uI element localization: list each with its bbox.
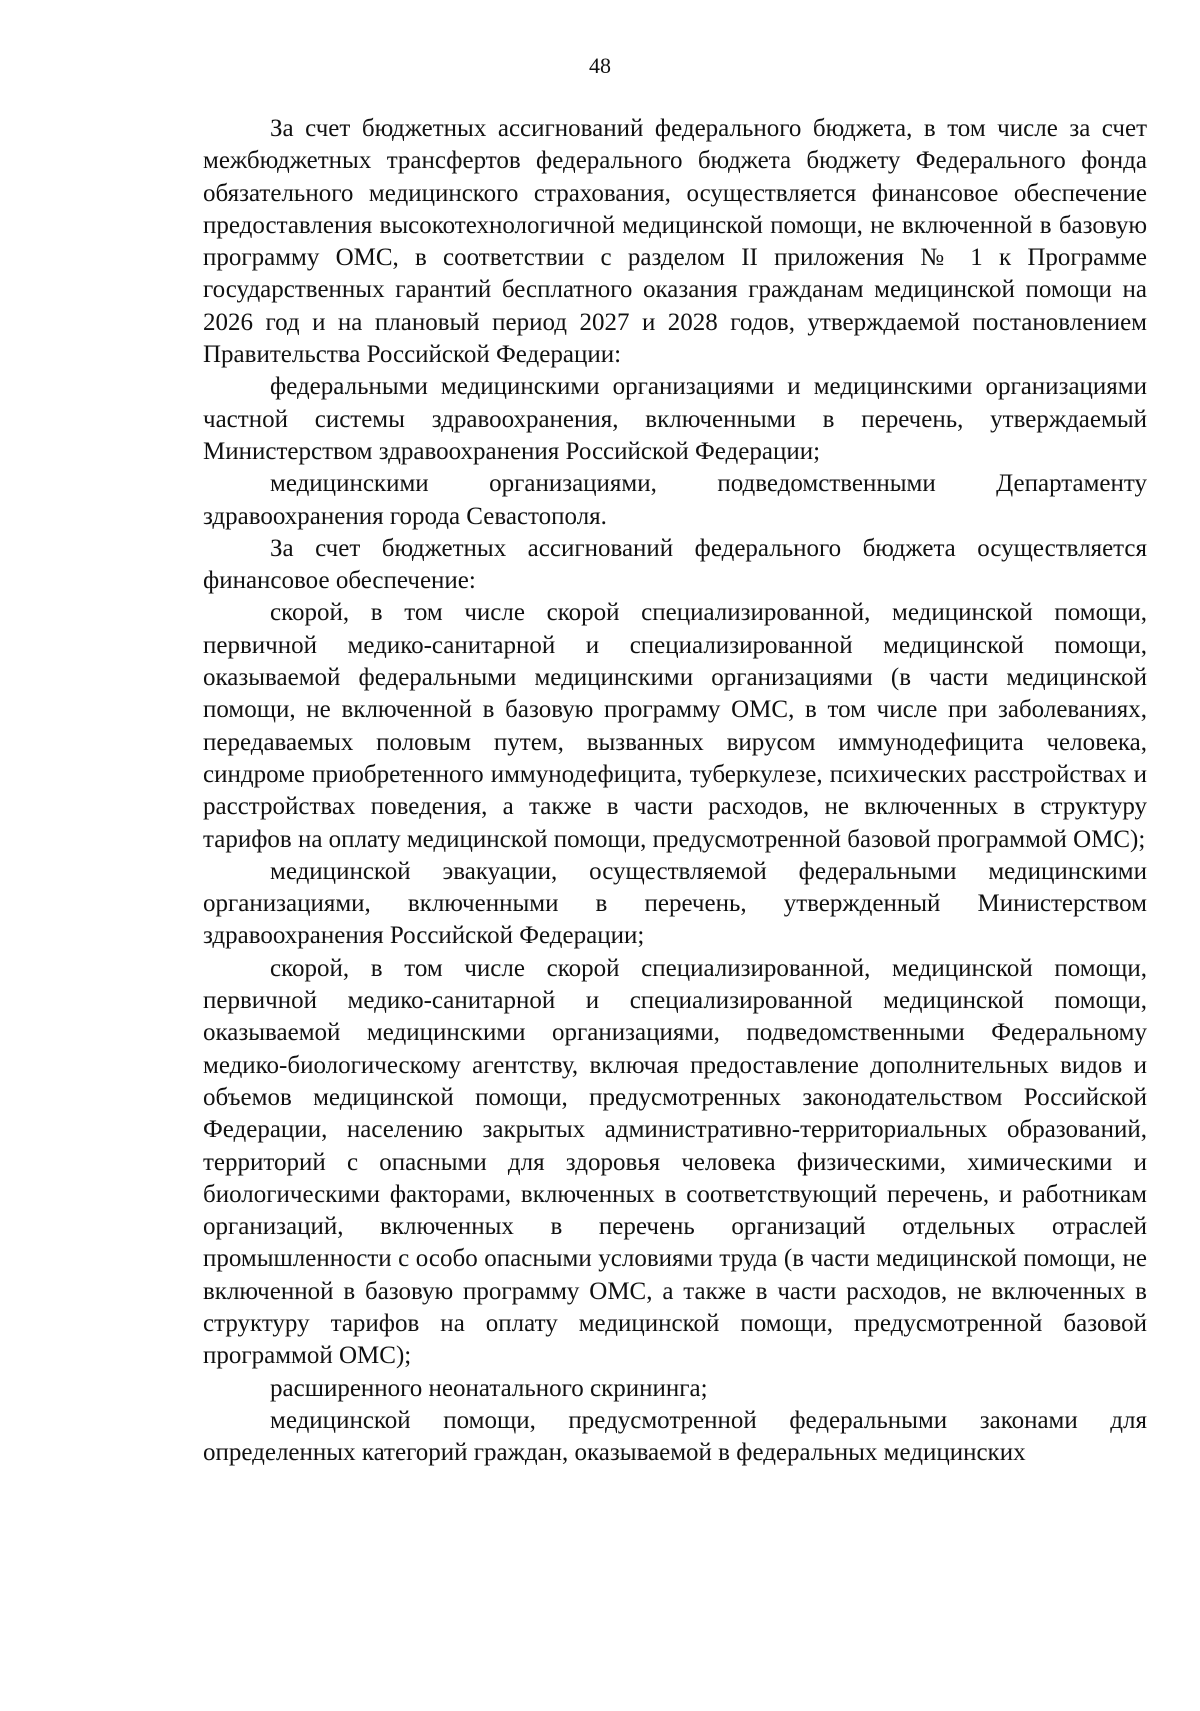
paragraph-fmba-care: скорой, в том числе скорой специализированной, медицинской помощи, первичной медико-санитарной и специализированной медицинской помощи, оказываемой медицинскими организациями, подведомственными Федеральному медико-биологическому агентству, включая предоставление дополнительных видов и объемов медицинской помощи, предусмотренных законодательством Российской Федерации, населению закрытых административно-территориальных образований, территорий с опасными для здоровья человека физическими, химическими и биологическими факторами, включенных в соответствующий перечень, и работникам организаций, включенных в перечень организаций отдельных отраслей промышленности с особо опасными условиями труда (в части медицинской помощи, не включенной в базовую программу ОМС, а также в части расходов, не включенных в структуру тарифов на оплату медицинской помощи, предусмотренной базовой программой ОМС);: [203, 954, 1147, 1370]
document-body: [203, 113, 1147, 1469]
paragraph-medical-evacuation: медицинской эвакуации, осуществляемой федеральными медицинскими организациями, включенными в перечень, утвержденный Министерством здравоохранения Российской Федерации;: [203, 857, 1147, 950]
paragraph-sevastopol-organizations: медицинскими организациями, подведомственными Департаменту здравоохранения города Севастополя.: [203, 470, 1147, 530]
paragraph-federal-organizations: федеральными медицинскими организациями и медицинскими организациями частной системы здравоохранения, включенными в перечень, утверждаемый Министерством здравоохранения Российской Федерации;: [203, 373, 1147, 465]
paragraph-federal-laws-care: медицинской помощи, предусмотренной федеральными законами для определенных категорий граждан, оказываемой в федеральных медицинских: [203, 1406, 1147, 1467]
paragraph-financing-intro: За счет бюджетных ассигнований федерального бюджета осуществляется финансовое обеспечение:: [203, 534, 1147, 595]
paragraph-budget-allocations-hightech: За счет бюджетных ассигнований федерального бюджета, в том числе за счет межбюджетных трансфертов федерального бюджета бюджету Федерального фонда обязательного медицинского страхования, осуществляется финансовое обеспечение предоставления высокотехнологичной медицинской помощи, не включенной в базовую программу ОМС, в соответствии с разделом II приложения № 1 к Программе государственных гарантий бесплатного оказания гражданам медицинской помощи на 2026 год и на плановый период 2027 и 2028 годов, утверждаемой постановлением Правительства Российской Федерации:: [203, 115, 1147, 369]
page-number: 48: [589, 53, 611, 78]
paragraph-emergency-federal: скорой, в том числе скорой специализированной, медицинской помощи, первичной медико-санитарной и специализированной медицинской помощи, оказываемой федеральными медицинскими организациями (в части медицинской помощи, не включенной в базовую программу ОМС, в том числе при заболеваниях, передаваемых половым путем, вызванных вирусом иммунодефицита человека, синдроме приобретенного иммунодефицита, туберкулезе, психических расстройствах и расстройствах поведения, а также в части расходов, не включенных в структуру тарифов на оплату медицинской помощи, предусмотренной базовой программой ОМС);: [203, 599, 1147, 853]
paragraph-neonatal-screening: расширенного неонатального скрининга;: [270, 1374, 708, 1402]
